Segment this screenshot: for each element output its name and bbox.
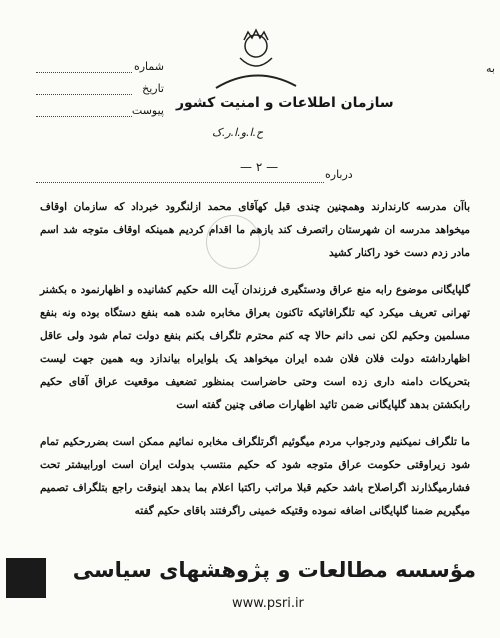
reference-code: ح.ا.و.ا.ر.ک	[212, 126, 264, 139]
institute-name: مؤسسه مطالعات و پژوهشهای سیاسی	[72, 558, 476, 582]
institute-logo	[6, 558, 46, 598]
date-label: تاریخ	[142, 82, 164, 95]
subject-line	[36, 182, 324, 183]
date-line	[36, 94, 132, 95]
document-body	[40, 196, 470, 537]
subject-label: درباره	[325, 168, 353, 181]
watermark-footer	[0, 552, 500, 638]
paragraph: ما تلگراف نمیکنیم ودرجواب مردم میگوئیم اگرتلگراف مخابره نمائیم ممکن است بضررحکیم تمام شود زیراوقتی حکومت عراق متوجه شود که حکیم منتسب بدولت ایران است اورابیشتر تحت فشارمیگذارند اگراصلاح باشد حکیم قبلا مراتب راکتبا اعلام بما بدهد اینوقت راجع بتلگراف تصمیم میگیریم ضمنا گلپایگانی اضافه نموده وقتیکه خمینی راگرفتند باقای حکیم گفته	[40, 436, 470, 517]
number-label: شماره	[133, 60, 164, 73]
paragraph: گلپایگانی موضوع رابه منع عراق ودستگیری فرزندان آیت الله حکیم کشانیده و اظهارنمود ه بکشنر تهرانی تعریف میکرد کیه تلگرافاتیکه تاکنون بعراق مخابره شده همه بنفع دستگاه بوده ونه بنفع مسلمین وحکیم لکن نمی دانم حالا چه کنم محترم تلگراف بکنم بنفع دولت تمام شود ولی عاقل اظهارداشته دولت فلان فلان شده ایران میخواهد یک بلوایراه بیاندازد وبه همین جهت لیست بتحریکات دامنه داری زده است وحتی حاضراست بمنظور تضعیف موقعیت عراق آقای حکیم رابکشتن بدهد گلپایگانی ضمن تائید اظهارات صافی چنین گفته است	[40, 284, 470, 411]
page-marker: — ۲ —	[240, 160, 279, 174]
attachment-line	[36, 116, 132, 117]
number-line	[36, 72, 132, 73]
organization-title: سازمان اطلاعات و امنیت کشور	[176, 95, 394, 111]
attachment-label: پیوست	[131, 104, 164, 117]
institute-url: www.psri.ir	[232, 596, 304, 611]
paragraph: باآن مدرسه کارندارند وهمچنین چندی قبل کهآقای محمد ازلنگرود خبرداد که سازمان اوقاف میخواهد مدرسه ان شهرستان راتصرف کند بازهم ما اقدام کردیم همینکه اوقاف متوجه شد اسم مادر زدم دست خود راکنار کشید	[40, 201, 470, 259]
addressee-label: به	[486, 62, 495, 75]
emblem-logo	[196, 28, 316, 140]
